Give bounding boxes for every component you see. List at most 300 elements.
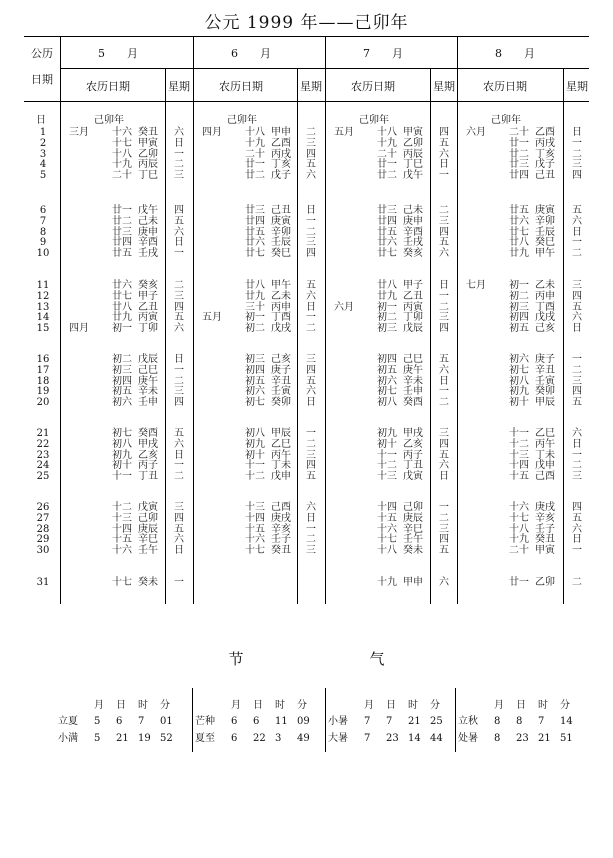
weekday: 二 [572, 364, 582, 376]
lunar-day: 初十 [377, 438, 397, 450]
weekday-divider [165, 68, 166, 604]
lunar-month-marker: 三月 [69, 127, 89, 138]
ganzhi: 戊午 [138, 205, 158, 216]
lunar-day: 初一 [112, 323, 132, 335]
ganzhi: 壬寅 [271, 386, 291, 398]
lunar-day: 廿三 [509, 159, 529, 171]
lunar-day: 廿二 [112, 215, 132, 227]
ganzhi: 乙卯 [403, 137, 423, 149]
lunar-day: 十五 [377, 512, 397, 524]
day-number: 4 [39, 159, 47, 171]
solar-term-hour: 21 [538, 733, 551, 744]
solar-term-day: 6 [116, 716, 123, 727]
weekday: 二 [572, 148, 582, 160]
weekday: 四 [572, 386, 582, 398]
lunar-day: 十七 [509, 512, 529, 524]
weekday: 二 [439, 205, 449, 216]
weekday: 三 [174, 502, 184, 513]
ganzhi: 甲寅 [403, 127, 423, 138]
weekday: 五 [572, 397, 582, 409]
lunar-day: 廿三 [112, 226, 132, 238]
ganzhi: 壬辰 [535, 226, 555, 238]
weekday: 一 [572, 449, 582, 461]
weekday: 一 [174, 148, 184, 160]
weekday: 一 [306, 428, 316, 439]
weekday-header: 星期 [168, 80, 190, 93]
solar-term-name: 夏至 [195, 733, 215, 744]
weekday: 二 [306, 226, 316, 238]
header-bottom-rule [24, 101, 589, 102]
weekday: 三 [306, 137, 316, 149]
lunar-day: 初二 [112, 354, 132, 365]
weekday: 一 [306, 312, 316, 324]
ganzhi: 戊戌 [535, 312, 555, 324]
lunar-day: 十七 [112, 577, 132, 588]
day-number: 3 [39, 148, 47, 160]
ganzhi: 壬寅 [535, 375, 555, 387]
weekday: 六 [439, 460, 449, 472]
ganzhi: 丙申 [271, 301, 291, 313]
weekday: 一 [572, 137, 582, 149]
column-divider [193, 36, 194, 604]
ganzhi: 辛亥 [271, 523, 291, 535]
lunar-day: 廿九 [112, 312, 132, 324]
weekday: 六 [439, 248, 449, 260]
lunar-day: 十九 [112, 159, 132, 171]
column-divider [60, 36, 61, 604]
weekday-divider [430, 68, 431, 604]
ganzhi: 庚午 [403, 364, 423, 376]
ganzhi: 甲辰 [535, 397, 555, 409]
solar-term-hour: 14 [408, 733, 421, 744]
ganzhi: 甲辰 [271, 428, 291, 439]
solar-term-col-header: 时 [138, 700, 148, 711]
weekday: 六 [572, 428, 582, 439]
lunar-day: 初五 [112, 386, 132, 398]
weekday: 六 [174, 127, 184, 138]
weekday: 日 [572, 226, 582, 238]
lunar-day: 初六 [245, 386, 265, 398]
ganzhi: 壬午 [403, 534, 423, 546]
solar-term-name: 立秋 [458, 716, 478, 727]
weekday: 二 [439, 301, 449, 313]
weekday: 六 [306, 170, 316, 182]
ganzhi: 辛巳 [403, 523, 423, 535]
weekday: 一 [572, 354, 582, 365]
lunar-day: 十一 [509, 428, 529, 439]
weekday: 五 [306, 280, 316, 291]
weekday: 四 [439, 438, 449, 450]
ganzhi: 乙巳 [271, 438, 291, 450]
lunar-day: 廿一 [509, 577, 529, 588]
lunar-month-marker: 七月 [466, 280, 486, 291]
lunar-day: 十三 [509, 449, 529, 461]
weekday: 四 [439, 323, 449, 335]
weekday: 五 [306, 375, 316, 387]
lunar-month-marker: 四月 [202, 127, 222, 138]
weekday: 一 [174, 248, 184, 260]
solar-term-col-header: 分 [297, 700, 307, 711]
lunar-day: 廿五 [112, 248, 132, 260]
solar-term-day: 7 [386, 716, 393, 727]
weekday: 五 [572, 512, 582, 524]
ganzhi: 丙午 [271, 449, 291, 461]
solar-term-minute: 25 [430, 716, 443, 727]
year-label: 己卯年 [227, 115, 257, 126]
weekday: 日 [439, 471, 449, 483]
lunar-day: 十八 [112, 148, 132, 160]
ganzhi: 丙子 [403, 449, 423, 461]
weekday: 四 [306, 364, 316, 376]
weekday: 日 [174, 354, 184, 365]
lunar-date-header: 农历日期 [219, 80, 263, 93]
day-number: 11 [36, 280, 50, 291]
solar-term-hour: 21 [408, 716, 421, 727]
lunar-date-header: 农历日期 [86, 80, 130, 93]
solar-term-divider [192, 688, 193, 752]
weekday: 日 [306, 397, 316, 409]
lunar-day: 十三 [245, 502, 265, 513]
day-number: 20 [36, 397, 50, 409]
weekday: 四 [439, 534, 449, 546]
lunar-day: 廿一 [245, 159, 265, 171]
solar-term-name: 小满 [58, 733, 78, 744]
lunar-day: 初三 [509, 301, 529, 313]
ganzhi: 己未 [138, 215, 158, 227]
ganzhi: 辛亥 [535, 512, 555, 524]
solar-term-name: 立夏 [58, 716, 78, 727]
ganzhi: 乙亥 [403, 438, 423, 450]
ganzhi: 丙午 [535, 438, 555, 450]
ganzhi: 癸卯 [271, 397, 291, 409]
weekday: 六 [174, 534, 184, 546]
lunar-day: 初三 [245, 354, 265, 365]
ganzhi: 丙辰 [138, 159, 158, 171]
ganzhi: 甲戌 [403, 428, 423, 439]
solar-term-month: 6 [231, 716, 238, 727]
weekday: 三 [174, 386, 184, 398]
day-number: 31 [36, 577, 50, 588]
year-label: 己卯年 [359, 115, 389, 126]
lunar-month-marker: 四月 [69, 323, 89, 335]
lunar-day: 廿七 [245, 248, 265, 260]
ganzhi: 壬戌 [403, 237, 423, 249]
weekday: 六 [572, 523, 582, 535]
lunar-day: 廿九 [245, 290, 265, 302]
ganzhi: 乙丑 [138, 301, 158, 313]
ganzhi: 己亥 [271, 354, 291, 365]
solar-term-hour: 3 [275, 733, 282, 744]
weekday: 一 [439, 290, 449, 302]
solar-term-hour: 19 [138, 733, 151, 744]
lunar-day: 廿四 [112, 237, 132, 249]
ganzhi: 甲子 [403, 280, 423, 291]
weekday: 日 [572, 438, 582, 450]
lunar-day: 十七 [245, 545, 265, 557]
weekday: 五 [174, 428, 184, 439]
lunar-day: 廿九 [509, 248, 529, 260]
lunar-month-marker: 六月 [466, 127, 486, 138]
lunar-day: 廿二 [245, 170, 265, 182]
ganzhi: 癸巳 [535, 237, 555, 249]
lunar-day: 三十 [245, 301, 265, 313]
ganzhi: 癸卯 [535, 386, 555, 398]
corner-label-top: 公历 [31, 47, 53, 60]
day-number: 29 [36, 534, 50, 546]
lunar-day: 初九 [377, 428, 397, 439]
weekday: 一 [174, 577, 184, 588]
lunar-day: 初十 [509, 397, 529, 409]
ganzhi: 癸酉 [403, 397, 423, 409]
weekday: 六 [306, 290, 316, 302]
table-top-rule [24, 36, 589, 37]
solar-term-month: 7 [364, 733, 371, 744]
day-number: 16 [36, 354, 50, 365]
lunar-day: 初七 [245, 397, 265, 409]
weekday: 五 [174, 215, 184, 227]
ganzhi: 壬子 [271, 534, 291, 546]
weekday: 一 [439, 386, 449, 398]
weekday: 五 [572, 301, 582, 313]
lunar-day: 廿六 [509, 215, 529, 227]
lunar-date-header: 农历日期 [483, 80, 527, 93]
month-header: 5 月 [98, 47, 138, 60]
ganzhi: 乙巳 [535, 428, 555, 439]
lunar-day: 廿四 [509, 170, 529, 182]
lunar-day: 初九 [245, 438, 265, 450]
ganzhi: 辛丑 [271, 375, 291, 387]
weekday: 六 [572, 215, 582, 227]
month-header: 8 月 [495, 47, 535, 60]
lunar-day: 初四 [245, 364, 265, 376]
ganzhi: 癸丑 [271, 545, 291, 557]
lunar-day: 十四 [377, 502, 397, 513]
lunar-day: 初四 [377, 354, 397, 365]
solar-term-divider [455, 688, 456, 752]
weekday: 日 [174, 449, 184, 461]
ganzhi: 壬子 [535, 523, 555, 535]
lunar-day: 初七 [377, 386, 397, 398]
weekday: 四 [572, 502, 582, 513]
lunar-day: 十八 [509, 523, 529, 535]
lunar-day: 二十 [112, 170, 132, 182]
ganzhi: 己卯 [138, 512, 158, 524]
ganzhi: 庚戌 [535, 502, 555, 513]
lunar-day: 初九 [112, 449, 132, 461]
weekday: 六 [439, 577, 449, 588]
lunar-day: 廿五 [377, 226, 397, 238]
weekday: 日 [572, 534, 582, 546]
weekday: 三 [439, 523, 449, 535]
weekday: 四 [306, 248, 316, 260]
ganzhi: 戊子 [271, 170, 291, 182]
lunar-day: 廿六 [377, 237, 397, 249]
ganzhi: 甲寅 [535, 545, 555, 557]
weekday: 二 [572, 248, 582, 260]
solar-term-divider [325, 688, 326, 752]
solar-term-minute: 52 [160, 733, 173, 744]
weekday: 一 [306, 523, 316, 535]
ganzhi: 乙丑 [403, 290, 423, 302]
weekday: 四 [439, 127, 449, 138]
solar-term-month: 7 [364, 716, 371, 727]
weekday-header: 星期 [433, 80, 455, 93]
solar-term-hour: 11 [275, 716, 288, 727]
lunar-day: 十七 [112, 137, 132, 149]
ganzhi: 甲寅 [138, 137, 158, 149]
lunar-day: 十六 [112, 127, 132, 138]
ganzhi: 丁巳 [403, 159, 423, 171]
ganzhi: 癸亥 [403, 248, 423, 260]
lunar-day: 初六 [509, 354, 529, 365]
lunar-day: 初七 [112, 428, 132, 439]
ganzhi: 辛卯 [535, 215, 555, 227]
weekday: 二 [572, 577, 582, 588]
corner-label-bottom: 日期 [31, 73, 53, 86]
lunar-day: 十九 [377, 577, 397, 588]
weekday: 三 [174, 170, 184, 182]
solar-term-col-header: 日 [253, 700, 263, 711]
ganzhi: 乙卯 [535, 577, 555, 588]
ganzhi: 辛未 [138, 386, 158, 398]
lunar-day: 十六 [112, 545, 132, 557]
weekday-divider [563, 68, 564, 604]
weekday: 三 [174, 290, 184, 302]
lunar-day: 廿四 [245, 215, 265, 227]
ganzhi: 庚申 [138, 226, 158, 238]
ganzhi: 癸未 [403, 545, 423, 557]
solar-term-month: 5 [94, 733, 101, 744]
weekday: 五 [572, 205, 582, 216]
day-number: 30 [36, 545, 50, 557]
ganzhi: 庚午 [138, 375, 158, 387]
solar-term-col-header: 时 [275, 700, 285, 711]
ganzhi: 庚戌 [271, 512, 291, 524]
ganzhi: 乙酉 [271, 137, 291, 149]
weekday: 一 [306, 215, 316, 227]
lunar-day: 十五 [509, 471, 529, 483]
lunar-day: 初一 [377, 301, 397, 313]
weekday: 四 [439, 226, 449, 238]
lunar-day: 初五 [245, 375, 265, 387]
lunar-day: 廿六 [112, 280, 132, 291]
day-number: 27 [36, 512, 50, 524]
weekday: 三 [439, 215, 449, 227]
day-number: 19 [36, 386, 50, 398]
weekday: 一 [439, 170, 449, 182]
lunar-day: 二十 [509, 127, 529, 138]
ganzhi: 甲午 [271, 280, 291, 291]
ganzhi: 甲子 [138, 290, 158, 302]
lunar-day: 二十 [509, 545, 529, 557]
ganzhi: 丁卯 [138, 323, 158, 335]
lunar-day: 十九 [509, 534, 529, 546]
solar-term-hour: 7 [138, 716, 145, 727]
day-number: 12 [36, 290, 50, 302]
weekday: 日 [439, 159, 449, 171]
solar-term-minute: 49 [297, 733, 310, 744]
weekday: 二 [572, 460, 582, 472]
solar-term-col-header: 月 [94, 700, 104, 711]
lunar-day: 十八 [377, 545, 397, 557]
lunar-day: 廿八 [509, 237, 529, 249]
lunar-day: 十六 [245, 534, 265, 546]
day-number: 25 [36, 471, 50, 483]
weekday: 三 [306, 449, 316, 461]
day-number: 6 [39, 205, 47, 216]
ganzhi: 甲戌 [138, 438, 158, 450]
ganzhi: 癸亥 [138, 280, 158, 291]
ganzhi: 丙辰 [403, 148, 423, 160]
lunar-day: 初八 [112, 438, 132, 450]
ganzhi: 壬申 [403, 386, 423, 398]
lunar-day: 十六 [377, 523, 397, 535]
lunar-day: 十二 [112, 502, 132, 513]
lunar-day: 十四 [112, 523, 132, 535]
ganzhi: 乙未 [535, 280, 555, 291]
lunar-day: 十四 [245, 512, 265, 524]
solar-term-name: 处暑 [458, 733, 478, 744]
day-number: 23 [36, 449, 50, 461]
ganzhi: 己亥 [535, 323, 555, 335]
ganzhi: 乙酉 [535, 127, 555, 138]
weekday: 六 [174, 438, 184, 450]
ganzhi: 丁丑 [403, 460, 423, 472]
weekday: 二 [439, 397, 449, 409]
ganzhi: 戊戌 [271, 323, 291, 335]
ganzhi: 辛未 [403, 375, 423, 387]
ganzhi: 己未 [403, 205, 423, 216]
weekday: 六 [306, 502, 316, 513]
lunar-day: 十四 [509, 460, 529, 472]
solar-term-col-header: 分 [430, 700, 440, 711]
weekday: 日 [174, 545, 184, 557]
solar-term-day: 22 [253, 733, 266, 744]
ganzhi: 己巳 [403, 354, 423, 365]
ganzhi: 丙戌 [271, 148, 291, 160]
weekday: 五 [439, 449, 449, 461]
weekday: 二 [174, 280, 184, 291]
ganzhi: 丙寅 [403, 301, 423, 313]
ganzhi: 庚子 [271, 364, 291, 376]
solar-term-col-header: 分 [160, 700, 170, 711]
ganzhi: 戊申 [271, 471, 291, 483]
ganzhi: 己酉 [271, 502, 291, 513]
solar-term-minute: 51 [560, 733, 573, 744]
weekday: 二 [439, 512, 449, 524]
lunar-day: 二十 [245, 148, 265, 160]
day-number: 9 [39, 237, 47, 249]
lunar-day: 十八 [377, 127, 397, 138]
ganzhi: 己酉 [535, 471, 555, 483]
weekday: 五 [306, 471, 316, 483]
lunar-day: 初十 [112, 460, 132, 472]
lunar-month-marker: 五月 [334, 127, 354, 138]
solar-term-month: 5 [94, 716, 101, 727]
weekday: 三 [306, 545, 316, 557]
weekday: 五 [439, 137, 449, 149]
solar-term-minute: 09 [297, 716, 310, 727]
ganzhi: 乙卯 [138, 148, 158, 160]
lunar-day: 廿三 [377, 205, 397, 216]
weekday: 五 [439, 237, 449, 249]
solar-term-minute: 14 [560, 716, 573, 727]
lunar-day: 十二 [245, 471, 265, 483]
weekday-header: 星期 [300, 80, 322, 93]
weekday: 日 [306, 301, 316, 313]
lunar-day: 十三 [112, 512, 132, 524]
weekday: 日 [174, 137, 184, 149]
